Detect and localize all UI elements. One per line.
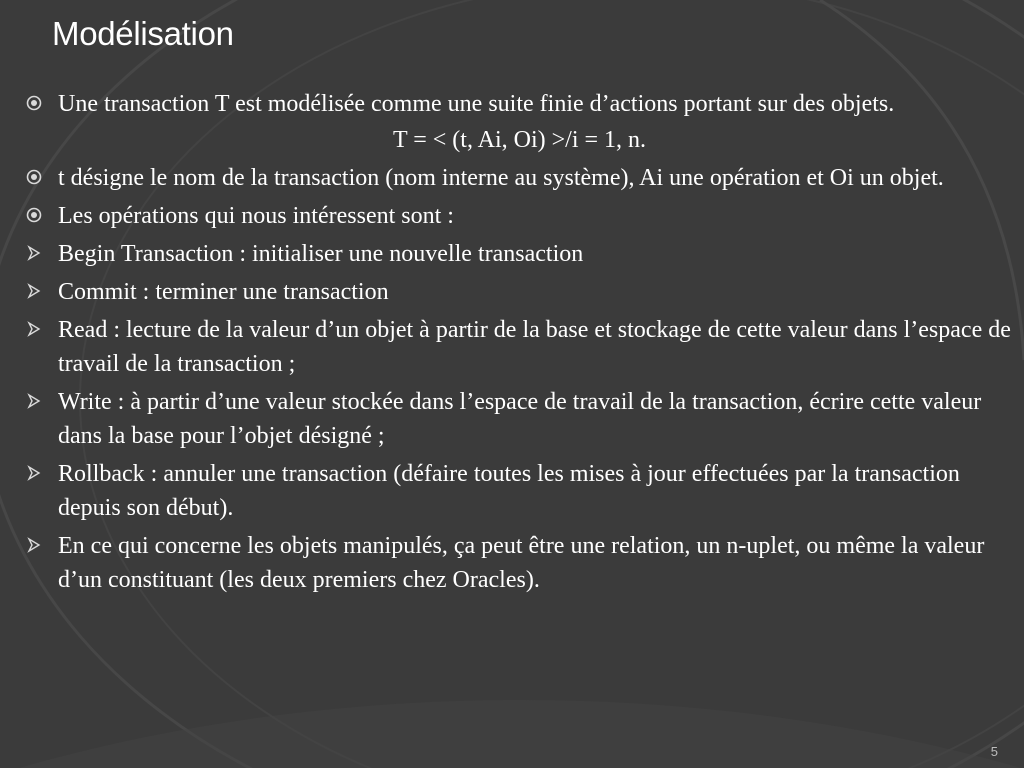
bullet-item xyxy=(22,313,1017,381)
bullet-item xyxy=(22,161,1017,195)
bullet-text: Une transaction T est modélisée comme une suite finie d’actions portant sur des objets. xyxy=(58,91,895,117)
bullet-item xyxy=(22,199,1017,233)
arrow-bullet-icon xyxy=(24,281,44,301)
arrow-bullet-icon xyxy=(24,243,44,263)
circle-bullet-icon xyxy=(24,93,44,113)
page-number: 5 xyxy=(990,744,998,759)
bullet-text: Les opérations qui nous intéressent sont : xyxy=(58,203,454,229)
bullet-item xyxy=(22,457,1017,525)
bullet-text: Rollback : annuler une transaction (défaire toutes les mises à jour effectuées par la transaction depuis son début). xyxy=(58,461,960,521)
bullet-text: t désigne le nom de la transaction (nom interne au système), Ai une opération et Oi un objet. xyxy=(58,165,944,191)
circle-bullet-icon xyxy=(24,205,44,225)
arrow-bullet-icon xyxy=(24,391,44,411)
bullet-text: Commit : terminer une transaction xyxy=(58,279,389,305)
formula-text: T = < (t, Ai, Oi) >/i = 1, n. xyxy=(392,127,647,153)
bullet-text: Begin Transaction : initialiser une nouvelle transaction xyxy=(58,241,584,267)
bullet-item xyxy=(22,529,1017,597)
bullet-item xyxy=(22,275,1017,309)
bullet-item xyxy=(22,87,1017,121)
bullet-text: En ce qui concerne les objets manipulés, ça peut être une relation, un n-uplet, ou même la valeur d’un constituant (les deux premiers chez Oracles). xyxy=(58,533,985,593)
circle-bullet-icon xyxy=(24,167,44,187)
arrow-bullet-icon xyxy=(24,319,44,339)
bullet-item xyxy=(22,237,1017,271)
arrow-bullet-icon xyxy=(24,535,44,555)
bullet-text: Read : lecture de la valeur d’un objet à partir de la base et stockage de cette valeur dans l’espace de travail de la transaction ; xyxy=(58,317,1011,377)
formula-line xyxy=(22,123,1017,157)
bullet-item xyxy=(22,385,1017,453)
arrow-bullet-icon xyxy=(24,463,44,483)
bullet-text: Write : à partir d’une valeur stockée dans l’espace de travail de la transaction, écrire cette valeur dans la base pour l’objet désigné ; xyxy=(58,389,982,449)
slide-title: Modélisation xyxy=(52,15,234,52)
bullet-list xyxy=(22,87,1017,601)
